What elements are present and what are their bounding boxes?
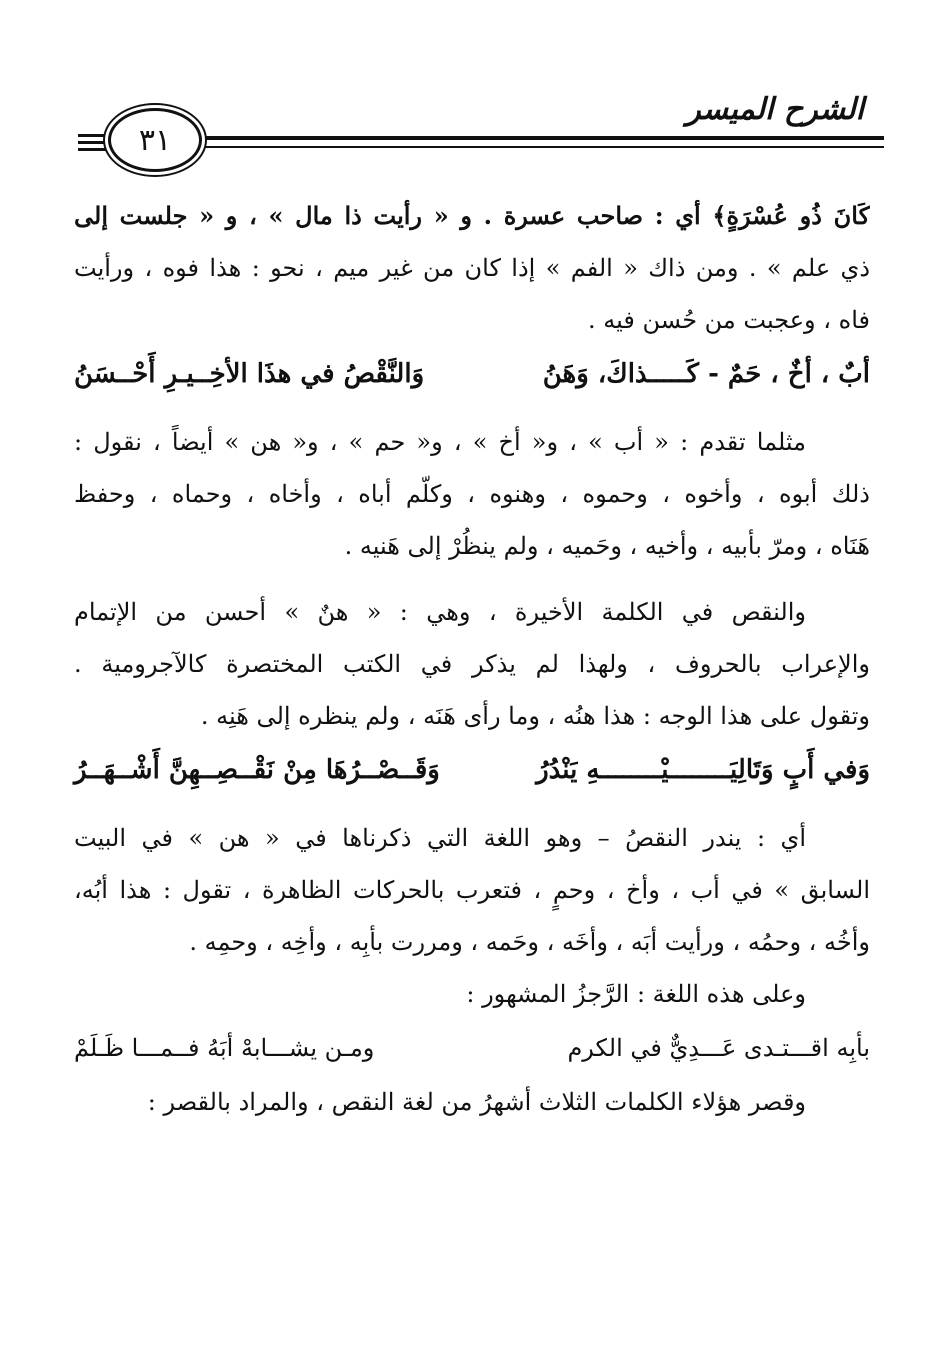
running-header-title: الشرح الميسر <box>686 92 864 127</box>
page-number-badge <box>108 108 202 172</box>
verse-line <box>74 1020 870 1076</box>
paragraph-6 <box>74 1076 870 1128</box>
text-line: وتقول على هذا الوجه : هذا هنُه ، وما رأى هَنَه ، ولم ينظره إلى هَنِه . <box>200 702 870 730</box>
text-line: ذي علم » . ومن ذاك « الفم » إذا كان من غير ميم ، نحو : هذا فوه ، ورأيت <box>74 254 870 282</box>
paragraph-4 <box>74 812 870 1020</box>
text-line <box>74 190 870 242</box>
header-rule-left <box>78 148 108 151</box>
header-rule-thick <box>195 136 884 140</box>
text-line: وعلى هذه اللغة : الرَّجزُ المشهور : <box>466 980 806 1008</box>
text-line: ذلك أبوه ، وأخوه ، وحموه ، وهنوه ، وكلّم أباه ، وأخاه ، وحماه ، وحفظ <box>74 480 870 508</box>
header-rule-left <box>78 134 108 137</box>
text-line: والإعراب بالحروف ، ولهذا لم يذكر في الكتب المختصرة كالآجرومية . <box>74 650 870 678</box>
text-line: فاه ، وعجبت من حُسن فيه . <box>588 306 870 334</box>
verse-hemistich-left: وَالنَّقْصُ في هذَا الأخِــيـرِ أَحْــسَنُ <box>74 359 425 389</box>
paragraph-3 <box>74 586 870 742</box>
verse-hemistich-left: ومـن يشـــابهْ أبَهُ فــمـــا ظَـلَمْ <box>74 1034 375 1062</box>
page-content <box>74 190 870 1128</box>
text-line: أي : يندر النقصُ – وهو اللغة التي ذكرناها في « هن » في البيت <box>74 824 806 852</box>
verse-line <box>74 742 870 798</box>
paragraph-1 <box>74 190 870 346</box>
page-number: ٣١ <box>138 122 172 158</box>
text-line: والنقص في الكلمة الأخيرة ، وهي : « هنٌ » أحسن من الإتمام <box>74 598 806 626</box>
verse-hemistich-left: وَقَــصْــرُهَا مِنْ نَقْــصِــهِنَّ أَشْــهَــرُ <box>74 755 440 785</box>
text-line: مثلما تقدم : « أب » ، و« أخ » ، و« حم » ، و« هن » أيضاً ، نقول : <box>74 428 806 456</box>
text-line: السابق » في أب ، وأخ ، وحمٍ ، فتعرب بالحركات الظاهرة ، تقول : هذا أبُه، <box>74 876 870 904</box>
text-line: وأخُه ، وحمُه ، ورأيت أبَه ، وأخَه ، وحَمه ، ومررت بأبِه ، وأخِه ، وحمِه . <box>189 928 870 956</box>
quran-quote: كَانَ ذُو عُسْرَةٍ﴾ أي : صاحب عسرة . و « رأيت ذا مال » ، و « جلست إلى <box>74 201 870 230</box>
text-line: وقصر هؤلاء الكلمات الثلاث أشهرُ من لغة النقص ، والمراد بالقصر : <box>147 1088 806 1116</box>
verse-line <box>74 346 870 402</box>
paragraph-2 <box>74 416 870 572</box>
verse-hemistich-right: بأبِه اقـــتـدى عَـــدِيٌّ في الكرم <box>567 1034 870 1062</box>
text-line: هَنَاه ، ومرّ بأبيه ، وأخيه ، وحَميه ، ولم ينظُرْ إلى هَنيه . <box>344 532 870 560</box>
verse-hemistich-right: وَفي أَبٍ وَتَالِيَــــــــيْــــــــهِ يَنْدُرُ <box>536 755 870 785</box>
header-rule-left <box>78 141 108 144</box>
header-rule-thin <box>195 146 884 148</box>
verse-hemistich-right: أبٌ ، أخٌ ، حَمٌ - كَـــــذاكَ، وَهَنُ <box>542 359 870 389</box>
